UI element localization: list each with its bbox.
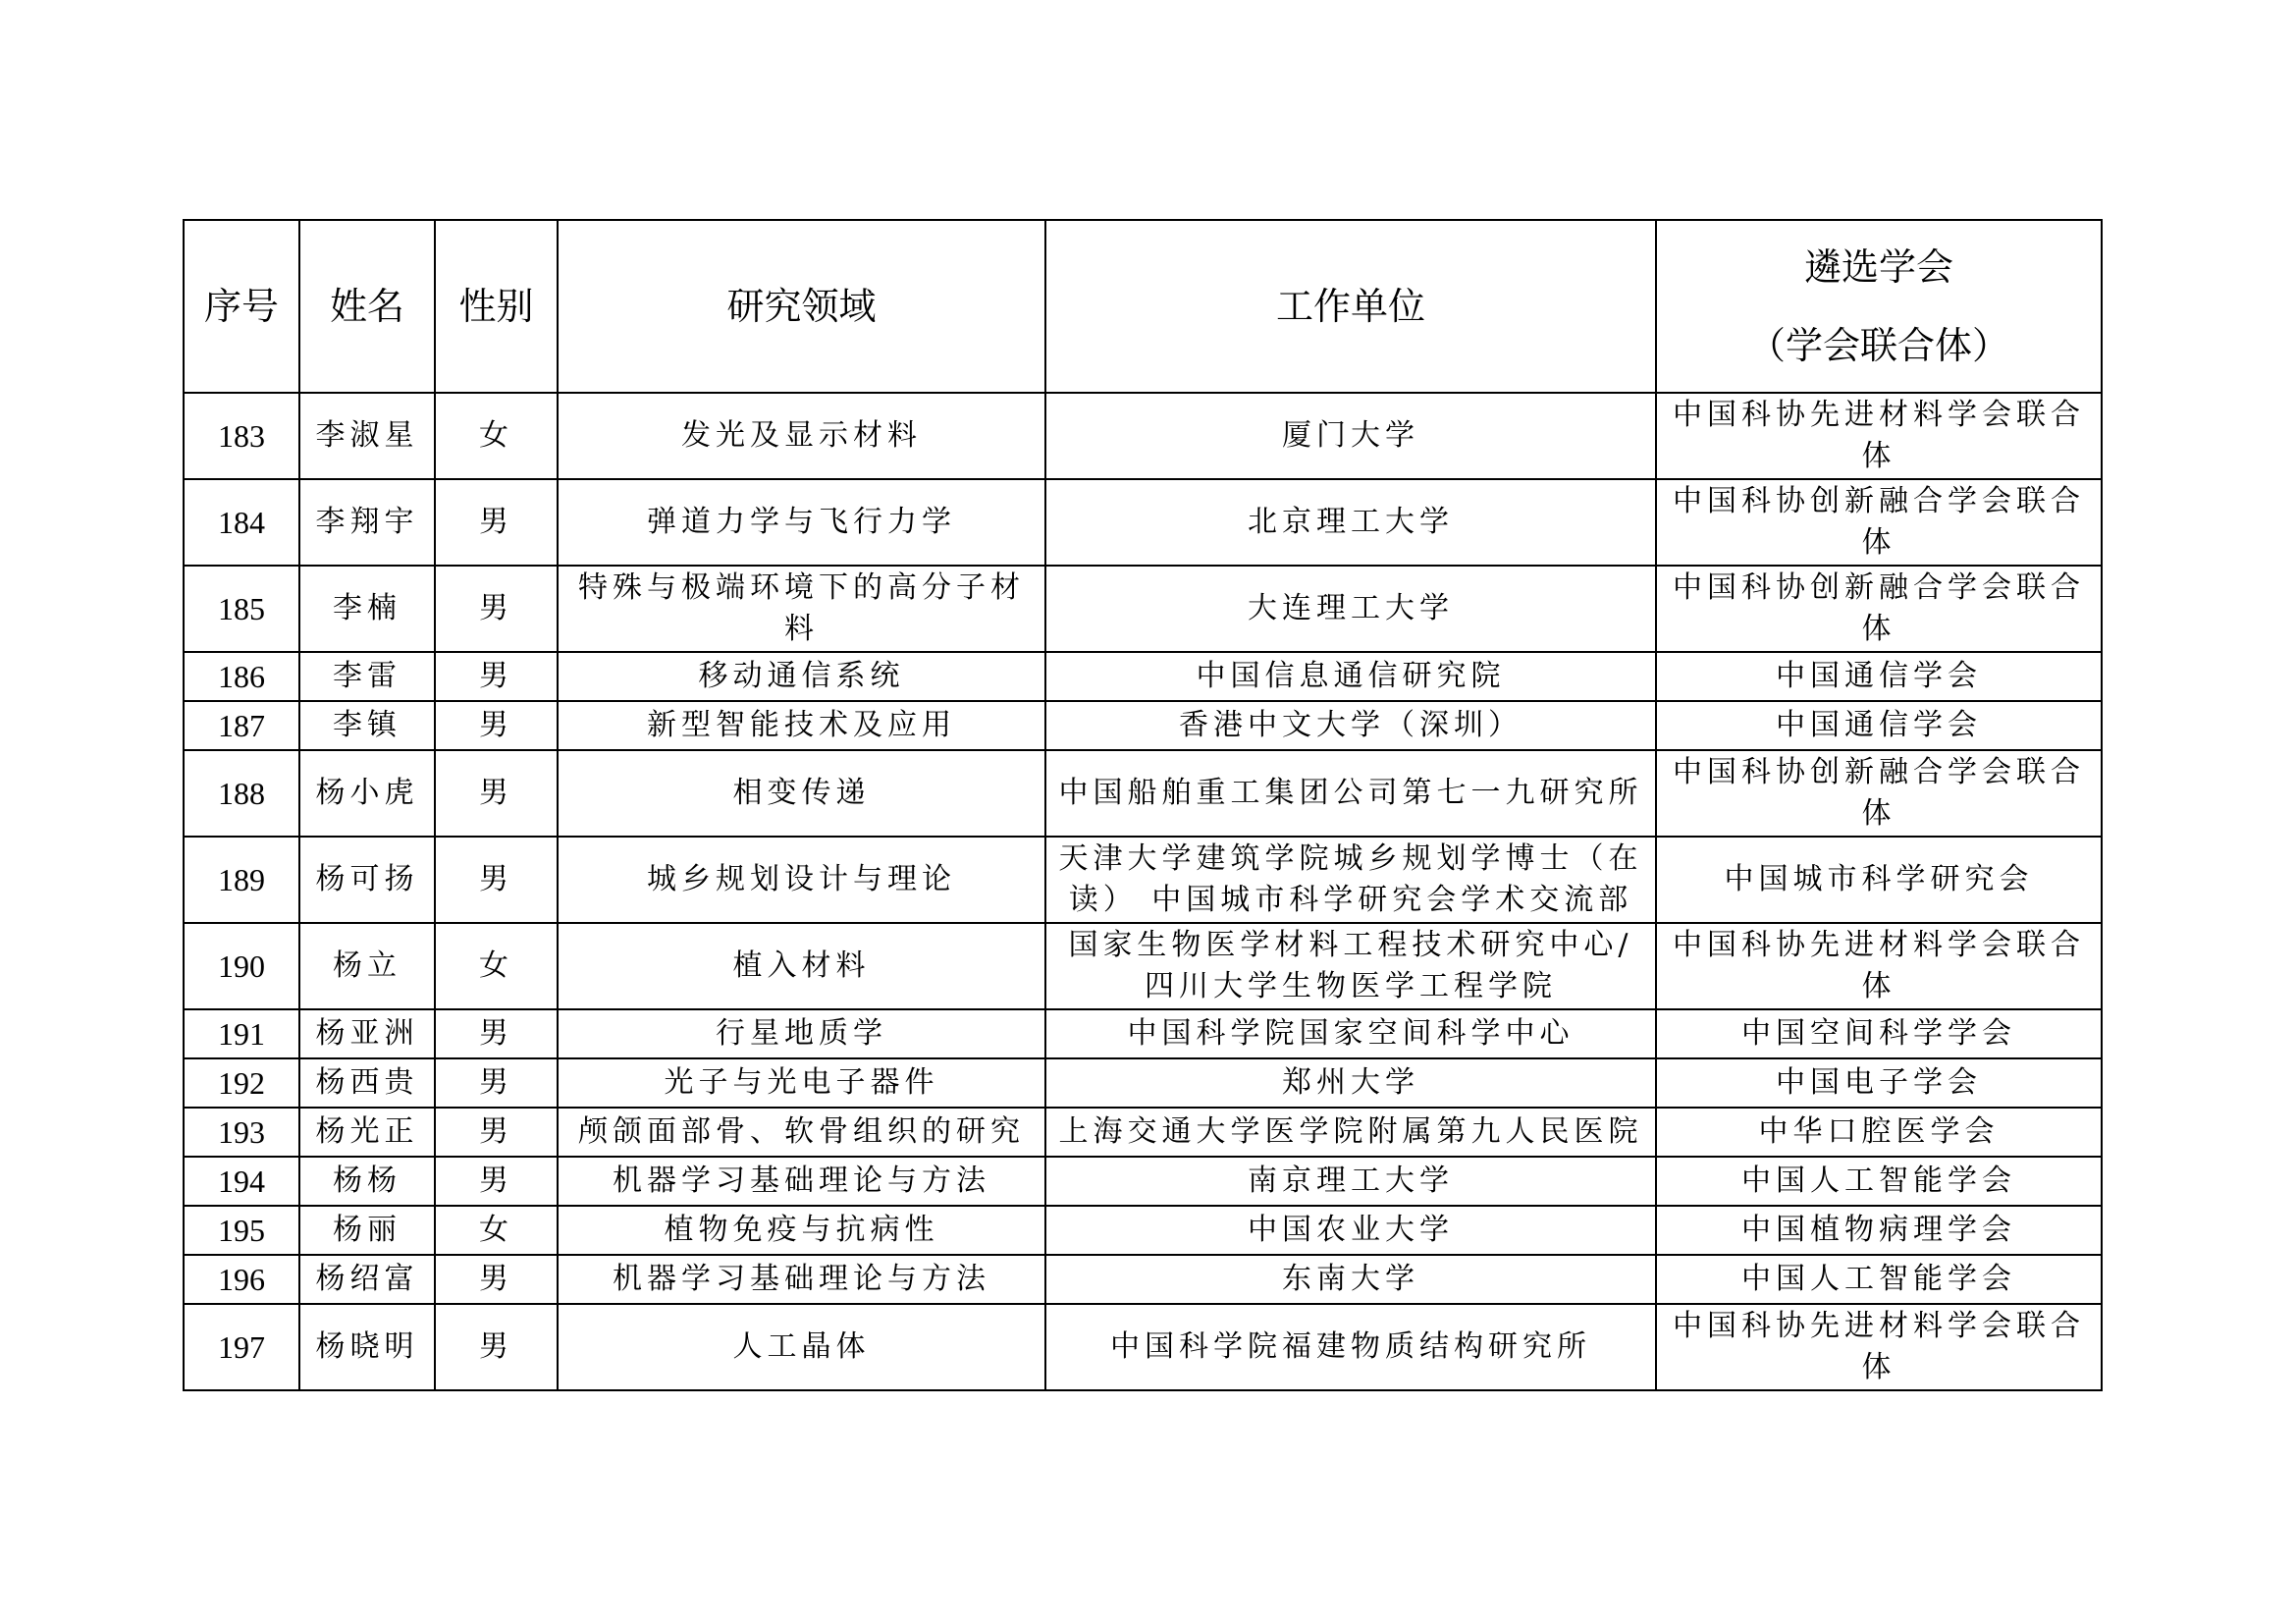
table-row — [184, 750, 2102, 837]
cell-no: 192 — [184, 1058, 299, 1108]
cell-no: 186 — [184, 652, 299, 701]
cell-org: 中国船舶重工集团公司第七一九研究所 — [1045, 750, 1656, 837]
cell-field: 机器学习基础理论与方法 — [558, 1255, 1045, 1304]
cell-name: 李楠 — [299, 566, 435, 652]
cell-org: 中国信息通信研究院 — [1045, 652, 1656, 701]
cell-gender: 男 — [435, 701, 558, 750]
cell-no: 190 — [184, 923, 299, 1009]
cell-society: 中国植物病理学会 — [1656, 1206, 2102, 1255]
cell-no: 185 — [184, 566, 299, 652]
table-row — [184, 1304, 2102, 1390]
cell-name: 杨可扬 — [299, 837, 435, 923]
cell-name: 李淑星 — [299, 393, 435, 479]
cell-field: 机器学习基础理论与方法 — [558, 1157, 1045, 1206]
cell-org: 北京理工大学 — [1045, 479, 1656, 566]
cell-name: 杨西贵 — [299, 1058, 435, 1108]
cell-field: 新型智能技术及应用 — [558, 701, 1045, 750]
cell-org: 东南大学 — [1045, 1255, 1656, 1304]
cell-gender: 女 — [435, 393, 558, 479]
cell-gender: 男 — [435, 652, 558, 701]
table-row — [184, 566, 2102, 652]
cell-gender: 男 — [435, 1304, 558, 1390]
cell-field: 相变传递 — [558, 750, 1045, 837]
cell-society: 中国城市科学研究会 — [1656, 837, 2102, 923]
header-name: 姓名 — [299, 220, 435, 393]
cell-org: 中国科学院国家空间科学中心 — [1045, 1009, 1656, 1058]
table-row — [184, 1157, 2102, 1206]
cell-no: 189 — [184, 837, 299, 923]
cell-society: 中国通信学会 — [1656, 701, 2102, 750]
cell-name: 李雷 — [299, 652, 435, 701]
cell-no: 183 — [184, 393, 299, 479]
cell-field: 移动通信系统 — [558, 652, 1045, 701]
cell-field: 特殊与极端环境下的高分子材料 — [558, 566, 1045, 652]
cell-gender: 男 — [435, 1108, 558, 1157]
cell-society: 中国空间科学学会 — [1656, 1009, 2102, 1058]
header-society-line2: （学会联合体） — [1747, 324, 2009, 367]
cell-society: 中国科协先进材料学会联合体 — [1656, 1304, 2102, 1390]
cell-name: 杨丽 — [299, 1206, 435, 1255]
cell-no: 191 — [184, 1009, 299, 1058]
cell-society: 中华口腔医学会 — [1656, 1108, 2102, 1157]
cell-no: 196 — [184, 1255, 299, 1304]
table-header-row — [184, 220, 2102, 393]
cell-name: 杨立 — [299, 923, 435, 1009]
cell-org: 中国农业大学 — [1045, 1206, 1656, 1255]
cell-org: 国家生物医学材料工程技术研究中心/四川大学生物医学工程学院 — [1045, 923, 1656, 1009]
header-org: 工作单位 — [1045, 220, 1656, 393]
cell-gender: 男 — [435, 1058, 558, 1108]
cell-field: 人工晶体 — [558, 1304, 1045, 1390]
cell-society: 中国电子学会 — [1656, 1058, 2102, 1108]
cell-gender: 男 — [435, 1009, 558, 1058]
cell-field: 发光及显示材料 — [558, 393, 1045, 479]
cell-name: 杨绍富 — [299, 1255, 435, 1304]
cell-gender: 女 — [435, 1206, 558, 1255]
cell-org: 香港中文大学（深圳） — [1045, 701, 1656, 750]
cell-org: 上海交通大学医学院附属第九人民医院 — [1045, 1108, 1656, 1157]
cell-name: 李镇 — [299, 701, 435, 750]
table-row — [184, 652, 2102, 701]
table-row — [184, 479, 2102, 566]
cell-no: 197 — [184, 1304, 299, 1390]
header-society-line1: 遴选学会 — [1803, 245, 1953, 289]
cell-org: 天津大学建筑学院城乡规划学博士（在读） 中国城市科学研究会学术交流部 — [1045, 837, 1656, 923]
cell-name: 杨光正 — [299, 1108, 435, 1157]
cell-society: 中国科协先进材料学会联合体 — [1656, 393, 2102, 479]
cell-name: 杨杨 — [299, 1157, 435, 1206]
cell-name: 李翔宇 — [299, 479, 435, 566]
cell-gender: 女 — [435, 923, 558, 1009]
cell-field: 植物免疫与抗病性 — [558, 1206, 1045, 1255]
table-row — [184, 923, 2102, 1009]
table-row — [184, 701, 2102, 750]
cell-no: 187 — [184, 701, 299, 750]
cell-field: 颅颌面部骨、软骨组织的研究 — [558, 1108, 1045, 1157]
cell-society: 中国科协先进材料学会联合体 — [1656, 923, 2102, 1009]
cell-society: 中国人工智能学会 — [1656, 1157, 2102, 1206]
cell-no: 193 — [184, 1108, 299, 1157]
cell-org: 大连理工大学 — [1045, 566, 1656, 652]
cell-name: 杨小虎 — [299, 750, 435, 837]
cell-society: 中国科协创新融合学会联合体 — [1656, 566, 2102, 652]
cell-gender: 男 — [435, 837, 558, 923]
header-no: 序号 — [184, 220, 299, 393]
header-society — [1656, 220, 2102, 393]
table-body — [184, 393, 2102, 1390]
table-row — [184, 1255, 2102, 1304]
cell-society: 中国通信学会 — [1656, 652, 2102, 701]
cell-field: 行星地质学 — [558, 1009, 1045, 1058]
cell-society: 中国科协创新融合学会联合体 — [1656, 750, 2102, 837]
cell-name: 杨亚洲 — [299, 1009, 435, 1058]
cell-gender: 男 — [435, 1157, 558, 1206]
cell-no: 194 — [184, 1157, 299, 1206]
cell-gender: 男 — [435, 750, 558, 837]
cell-org: 南京理工大学 — [1045, 1157, 1656, 1206]
document-page — [183, 219, 2103, 1391]
cell-gender: 男 — [435, 1255, 558, 1304]
cell-org: 厦门大学 — [1045, 393, 1656, 479]
cell-gender: 男 — [435, 566, 558, 652]
cell-no: 195 — [184, 1206, 299, 1255]
table-row — [184, 393, 2102, 479]
table-row — [184, 1206, 2102, 1255]
cell-society: 中国科协创新融合学会联合体 — [1656, 479, 2102, 566]
table-row — [184, 1108, 2102, 1157]
table-row — [184, 837, 2102, 923]
cell-no: 188 — [184, 750, 299, 837]
candidate-table — [183, 219, 2103, 1391]
cell-org: 郑州大学 — [1045, 1058, 1656, 1108]
table-row — [184, 1009, 2102, 1058]
cell-org: 中国科学院福建物质结构研究所 — [1045, 1304, 1656, 1390]
cell-no: 184 — [184, 479, 299, 566]
cell-society: 中国人工智能学会 — [1656, 1255, 2102, 1304]
cell-field: 城乡规划设计与理论 — [558, 837, 1045, 923]
header-gender: 性别 — [435, 220, 558, 393]
cell-field: 植入材料 — [558, 923, 1045, 1009]
cell-gender: 男 — [435, 479, 558, 566]
table-row — [184, 1058, 2102, 1108]
cell-name: 杨晓明 — [299, 1304, 435, 1390]
header-field: 研究领域 — [558, 220, 1045, 393]
cell-field: 光子与光电子器件 — [558, 1058, 1045, 1108]
cell-field: 弹道力学与飞行力学 — [558, 479, 1045, 566]
